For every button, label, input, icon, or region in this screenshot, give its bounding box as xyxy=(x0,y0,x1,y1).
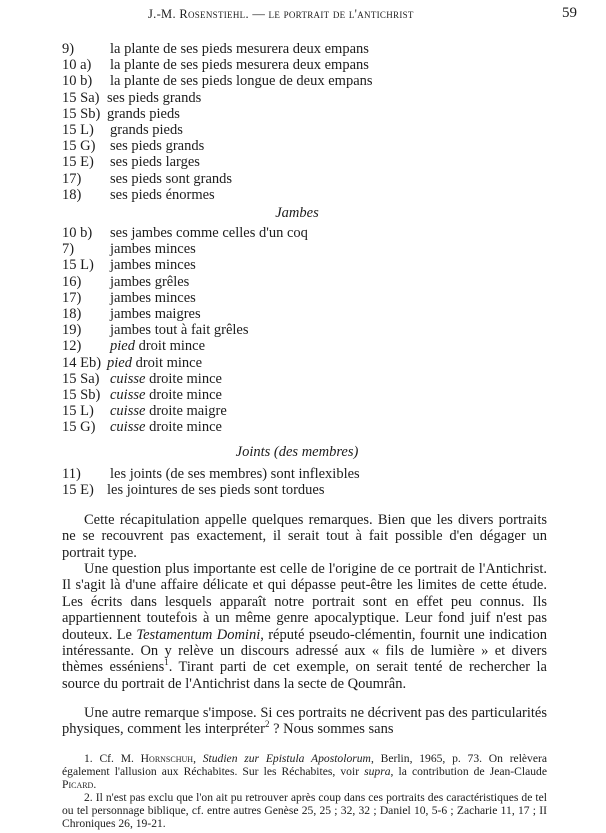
list-item xyxy=(62,57,532,73)
entry-text: jambes minces xyxy=(110,289,196,306)
entry-rest: droit mince xyxy=(134,338,206,355)
footnote-part: , Berlin, 1965, p. 73. On relèvera également l'allusion aux Réchabites. Sur les Réchabites, voir xyxy=(62,752,548,778)
list-item xyxy=(62,90,532,106)
list-jambes xyxy=(62,225,532,435)
entry-text: jambes tout à fait grêles xyxy=(110,322,249,339)
footnotes xyxy=(62,753,547,830)
list-item xyxy=(62,154,532,170)
list-item xyxy=(62,187,532,203)
page-number: 59 xyxy=(562,5,577,21)
list-item xyxy=(62,403,532,419)
paragraph-italic: Testamentum Domini xyxy=(136,626,261,643)
list-item xyxy=(62,466,532,482)
entry-ref: 11) xyxy=(62,466,81,482)
section-heading-jambes: Jambes xyxy=(275,205,319,221)
entry-ref: 15 G) xyxy=(62,138,96,155)
list-item xyxy=(62,355,532,371)
paragraph-part: Une question plus importante est celle de l'origine de ce portrait de l'Antichrist. Il s'agit là d'une affaire délicate et qui dépasse peut-être les limites de cette étude. Les écrits dans lesquels apparaît notre portrait sont en effet peu connus. Ils appartiennent toutefois à un même genre apocalyptique. Leur fond juif n'est pas douteux. Le xyxy=(62,561,547,643)
entry-ref: 18) xyxy=(62,186,82,203)
entry-text: les joints (de ses membres) sont inflexibles xyxy=(110,466,360,482)
entry-ref: 18) xyxy=(62,305,82,322)
list-item xyxy=(62,138,532,154)
entry-text: ses pieds grands xyxy=(107,89,202,106)
footnote-2: 2. Il n'est pas exclu que l'on ait pu retrouver après coup dans ces portraits des caractéristiques de tel ou tel personnage biblique, cf. entre autres Genèse 25, 25 ; 32, 32 ; Daniel 10, 5-6 ; Zacharie 11, 17 ; II Chroniques 26, 19-21. xyxy=(62,790,547,830)
footnote-part: . xyxy=(93,777,97,791)
entry-ref: 15 Sa) xyxy=(62,370,100,387)
list-item xyxy=(62,122,532,138)
entry-text: ses pieds grands xyxy=(110,138,205,155)
header-author: J.-M. Rosenstiehl. xyxy=(148,7,249,21)
entry-text: jambes grêles xyxy=(110,273,190,290)
entry-ref: 15 Sb) xyxy=(62,386,101,403)
entry-text xyxy=(110,371,222,387)
entry-text xyxy=(110,338,205,354)
entry-italic: cuisse xyxy=(110,370,146,387)
entry-rest: droite mince xyxy=(145,386,222,403)
entry-italic: cuisse xyxy=(110,419,146,436)
entry-italic: cuisse xyxy=(110,386,146,403)
entry-rest: droite maigre xyxy=(145,403,227,420)
paragraph-3 xyxy=(62,705,547,738)
entry-text: grands pieds xyxy=(110,121,183,138)
list-item xyxy=(62,482,532,498)
entry-italic: cuisse xyxy=(110,403,146,420)
list-item xyxy=(62,241,532,257)
entry-rest: droite mince xyxy=(145,370,222,387)
entry-text: la plante de ses pieds mesurera deux empans xyxy=(110,41,369,57)
section-heading-joints: Joints (des membres) xyxy=(235,444,359,460)
entry-ref: 17) xyxy=(62,289,82,306)
entry-text xyxy=(110,419,222,435)
entry-ref: 14 Eb) xyxy=(62,354,102,371)
entry-ref: 15 Sb) xyxy=(62,105,101,122)
list-item xyxy=(62,225,532,241)
footnote-1 xyxy=(62,753,547,792)
list-item xyxy=(62,387,532,403)
entry-ref: 19) xyxy=(62,322,82,339)
list-item xyxy=(62,306,532,322)
entry-text xyxy=(107,355,202,371)
list-item xyxy=(62,257,532,273)
entry-ref: 10 b) xyxy=(62,73,93,90)
entry-text: ses pieds sont grands xyxy=(110,170,233,187)
list-item xyxy=(62,290,532,306)
entry-ref: 15 Sa) xyxy=(62,89,100,106)
footnote-supra: supra xyxy=(364,764,391,778)
entry-rest: droite mince xyxy=(145,419,222,436)
footnote-part: 1. Cf. M. xyxy=(84,752,141,765)
paragraph-part: . Tirant parti de cet exemple, on serait tenté de rechercher la source du portrait de l'Antichrist dans la secte de Qoumrân. xyxy=(62,659,547,692)
entry-rest: droit mince xyxy=(131,354,203,371)
entry-ref: 10 a) xyxy=(62,57,92,74)
footnote-author: Hornschuh xyxy=(140,752,194,765)
list-item xyxy=(62,274,532,290)
entry-ref: 10 b) xyxy=(62,225,93,241)
paragraph-part: Une autre remarque s'impose. Si ces portraits ne décrivent pas des particularités physiques, comment les interpréter xyxy=(62,705,547,738)
entry-text: ses pieds énormes xyxy=(110,186,215,203)
paragraph-2 xyxy=(62,561,547,692)
list-joints xyxy=(62,466,532,498)
entry-text: jambes minces xyxy=(110,257,196,274)
paragraph-text: Cette récapitulation appelle quelques remarques. Bien que les divers portraits ne se recouvrent pas exactement, il serait tout à fait possible d'en dégager un portrait type. xyxy=(62,512,547,561)
entry-italic: pied xyxy=(110,338,135,355)
entry-ref: 15 L) xyxy=(62,257,94,274)
entry-italic: pied xyxy=(107,354,132,371)
footnote-title: Studien zur Epistula Apostolorum xyxy=(202,752,371,765)
list-item xyxy=(62,73,532,89)
entry-text: la plante de ses pieds longue de deux empans xyxy=(110,73,373,90)
running-head xyxy=(148,7,548,22)
paragraph-part: , réputé pseudo-clémentin, fournit une indication intéressante. On y relève un discours adressé aux « fils de lumière » et divers thèmes esséniens xyxy=(62,626,547,676)
header-title: — le portrait de l'antichrist xyxy=(252,7,414,21)
footnote-author-2: Picard xyxy=(62,777,94,791)
entry-text: ses jambes comme celles d'un coq xyxy=(110,225,308,241)
entry-ref: 12) xyxy=(62,338,82,355)
entry-ref: 9) xyxy=(62,41,75,57)
entry-ref: 15 L) xyxy=(62,403,94,420)
entry-text: jambes maigres xyxy=(110,305,201,322)
paragraph-1 xyxy=(62,512,547,561)
entry-text: les jointures de ses pieds sont tordues xyxy=(107,482,325,499)
list-pieds xyxy=(62,41,532,203)
footnote-part: , xyxy=(193,752,203,765)
paragraph-text xyxy=(62,705,547,738)
entry-text: ses pieds larges xyxy=(110,154,200,171)
entry-ref: 17) xyxy=(62,170,82,187)
paragraph-text xyxy=(62,561,547,692)
footnote-marker: 2 xyxy=(264,719,270,730)
entry-ref: 7) xyxy=(62,241,75,258)
list-item xyxy=(62,338,532,354)
list-item xyxy=(62,419,532,435)
entry-ref: 15 E) xyxy=(62,154,94,171)
list-item xyxy=(62,171,532,187)
entry-text xyxy=(110,387,222,403)
paragraph-part: ? Nous sommes sans xyxy=(269,721,394,738)
list-item xyxy=(62,371,532,387)
footnote-marker: 1 xyxy=(164,657,169,668)
entry-ref: 16) xyxy=(62,273,82,290)
entry-ref: 15 L) xyxy=(62,121,94,138)
list-item xyxy=(62,41,532,57)
entry-text: la plante de ses pieds mesurera deux empans xyxy=(110,57,369,74)
list-item xyxy=(62,106,532,122)
entry-text: jambes minces xyxy=(110,241,196,258)
entry-text: grands pieds xyxy=(107,105,180,122)
list-item xyxy=(62,322,532,338)
footnote-part: , la contribution de Jean-Claude xyxy=(390,764,547,778)
entry-ref: 15 G) xyxy=(62,419,96,436)
entry-text xyxy=(110,403,227,419)
entry-ref: 15 E) xyxy=(62,482,94,499)
